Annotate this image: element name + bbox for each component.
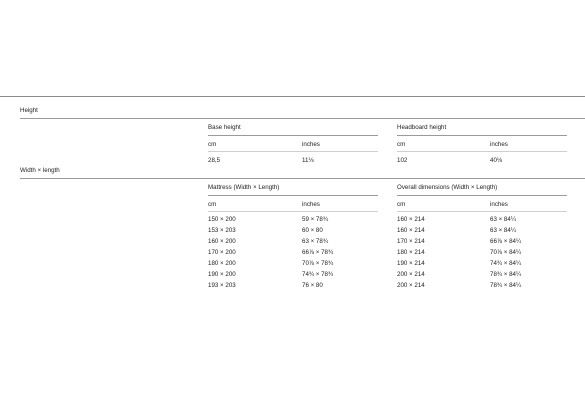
table-row-cm: 180 × 214 <box>397 249 425 256</box>
mattress-col-inches: inches <box>302 201 320 208</box>
size-section-label: Width × length <box>20 167 60 174</box>
table-row-inches: 63 × 84¼ <box>490 227 516 234</box>
mattress-col-cm: cm <box>208 201 217 208</box>
height-section-rule <box>20 118 585 119</box>
table-row-inches: 78¾ × 84¼ <box>490 271 522 278</box>
overall-rule <box>397 195 567 196</box>
table-row-cm: 170 × 200 <box>208 249 236 256</box>
table-row-inches: 63 × 78¾ <box>302 238 328 245</box>
base-height-inches-value: 11⅛ <box>302 157 314 164</box>
base-height-rule <box>208 135 378 136</box>
headboard-height-col-cm: cm <box>397 141 406 148</box>
base-height-title: Base height <box>208 124 241 131</box>
mattress-rule <box>208 195 378 196</box>
table-row-cm: 160 × 214 <box>397 216 425 223</box>
table-row-inches: 59 × 78¾ <box>302 216 328 223</box>
base-height-col-inches: inches <box>302 141 320 148</box>
table-row-inches: 70⅞ × 84¼ <box>490 249 522 256</box>
base-height-header-rule <box>208 151 378 152</box>
mattress-header-rule <box>208 211 378 212</box>
table-row-cm: 193 × 203 <box>208 282 236 289</box>
table-row-inches: 60 × 80 <box>302 227 323 234</box>
base-height-col-cm: cm <box>208 141 217 148</box>
table-row-cm: 200 × 214 <box>397 282 425 289</box>
overall-col-cm: cm <box>397 201 406 208</box>
headboard-height-inches-value: 40⅛ <box>490 157 503 164</box>
top-divider <box>0 96 585 97</box>
table-row-inches: 63 × 84¼ <box>490 216 516 223</box>
table-row-inches: 66⅞ × 78¾ <box>302 249 334 256</box>
height-section-label: Height <box>20 107 38 114</box>
headboard-height-title: Headboard height <box>397 124 447 131</box>
table-row-cm: 190 × 200 <box>208 271 236 278</box>
table-row-inches: 70⅞ × 78¾ <box>302 260 334 267</box>
table-row-cm: 180 × 200 <box>208 260 236 267</box>
size-section-rule <box>20 178 585 179</box>
table-row-cm: 170 × 214 <box>397 238 425 245</box>
mattress-title: Mattress (Width × Length) <box>208 184 280 191</box>
table-row-inches: 76 × 80 <box>302 282 323 289</box>
table-row-cm: 190 × 214 <box>397 260 425 267</box>
overall-col-inches: inches <box>490 201 508 208</box>
headboard-height-cm-value: 102 <box>397 157 408 164</box>
base-height-cm-value: 28,5 <box>208 157 221 164</box>
table-row-cm: 160 × 200 <box>208 238 236 245</box>
table-row-inches: 78¾ × 84¼ <box>490 282 522 289</box>
headboard-height-header-rule <box>397 151 567 152</box>
table-row-inches: 66⅞ × 84¼ <box>490 238 522 245</box>
table-row-cm: 200 × 214 <box>397 271 425 278</box>
table-row-cm: 153 × 203 <box>208 227 236 234</box>
headboard-height-col-inches: inches <box>490 141 508 148</box>
table-row-inches: 74¾ × 78¾ <box>302 271 334 278</box>
table-row-cm: 160 × 214 <box>397 227 425 234</box>
table-row-cm: 150 × 200 <box>208 216 236 223</box>
table-row-inches: 74¾ × 84¼ <box>490 260 522 267</box>
headboard-height-rule <box>397 135 567 136</box>
overall-header-rule <box>397 211 567 212</box>
overall-title: Overall dimensions (Width × Length) <box>397 184 498 191</box>
